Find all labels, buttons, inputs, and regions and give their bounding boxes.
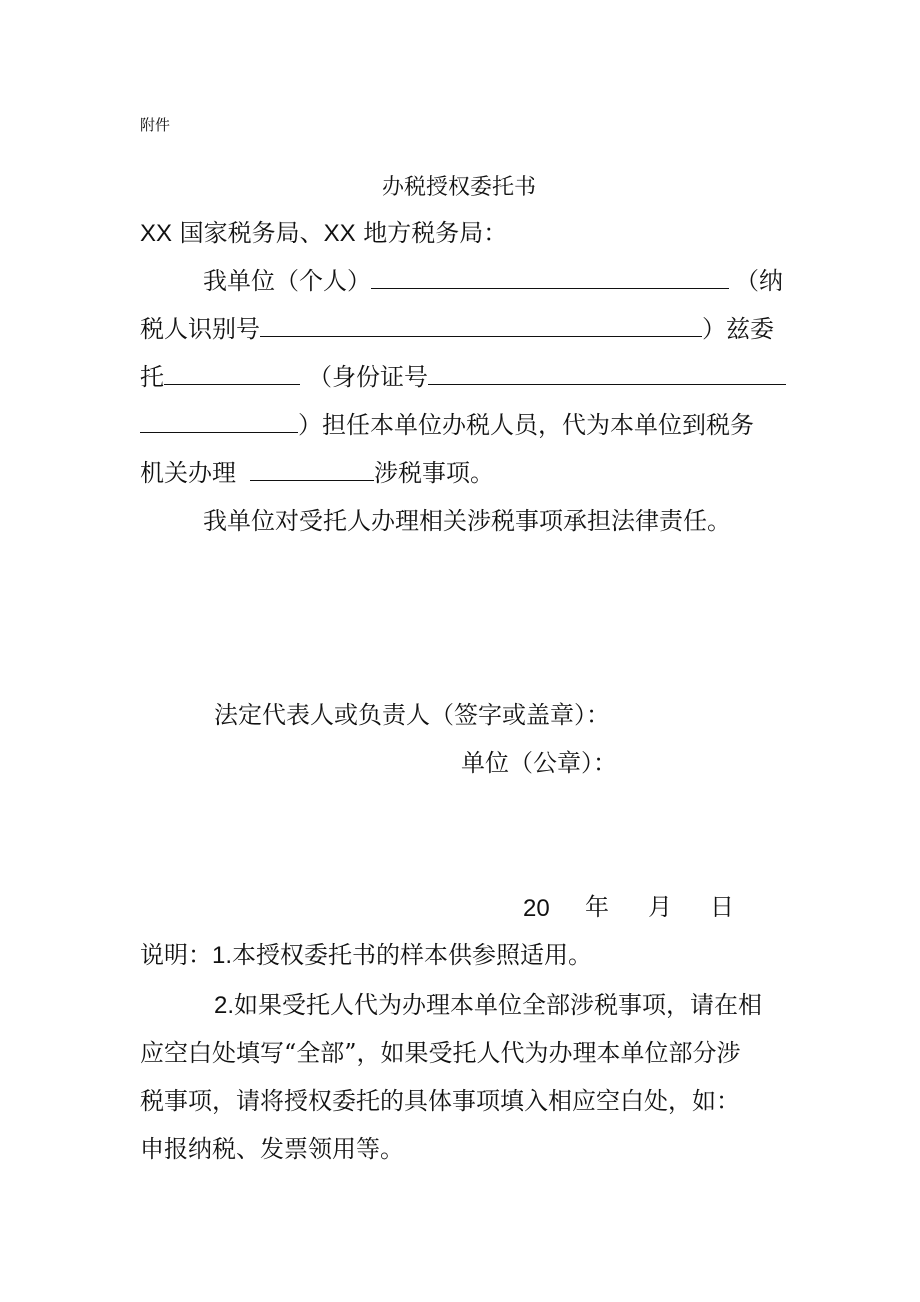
handle-label: 机关办理 — [140, 459, 236, 487]
taxpayer-id-blank[interactable] — [260, 314, 702, 337]
note-item-1 — [140, 939, 592, 972]
unit-name-blank[interactable] — [371, 266, 729, 289]
id-number-blank[interactable] — [428, 362, 786, 385]
note-item-2-line-2: 应空白处填写“全部”，如果受托人代为办理本单位部分涉 — [140, 1039, 741, 1067]
recipient-prefix-national: XX — [140, 220, 173, 247]
body-line-2 — [140, 313, 774, 345]
note-1-number: 1. — [212, 942, 233, 969]
note-item-2-line-4: 申报纳税、发票领用等。 — [140, 1135, 404, 1163]
document-title: 办税授权委托书 — [382, 175, 537, 200]
agent-role-text: ）担任本单位办税人员，代为本单位到税务 — [298, 411, 754, 439]
representative-signature-label: 法定代表人或负责人（签字或盖章）： — [214, 701, 610, 729]
entrust-text: ）兹委 — [702, 315, 774, 343]
id-number-label: （身份证号 — [308, 363, 428, 391]
body-line-1 — [203, 265, 783, 297]
note-2-number: 2. — [214, 992, 235, 1019]
taxpayer-id-label: 税人识别号 — [140, 315, 260, 343]
recipient-prefix-local: XX — [323, 220, 356, 247]
recipient-national-bureau: 国家税务局、 — [172, 219, 324, 247]
unit-seal-label: 单位（公章）： — [461, 749, 617, 777]
body-line-3 — [140, 361, 786, 393]
agent-name-blank[interactable] — [164, 362, 300, 385]
body-line-5 — [140, 457, 494, 489]
date-year-prefix: 20 — [523, 895, 550, 922]
unit-label: 我单位（个人） — [203, 267, 371, 295]
tax-matters-suffix: 涉税事项。 — [374, 459, 494, 487]
attachment-label: 附件 — [140, 116, 171, 134]
tax-matters-blank[interactable] — [250, 458, 374, 481]
note-item-2-line-3: 税事项，请将授权委托的具体事项填入相应空白处，如： — [140, 1087, 740, 1115]
date-year-label: 年 — [585, 893, 609, 921]
recipient-line — [140, 217, 507, 250]
body-line-4 — [140, 409, 754, 441]
note-item-2-line-1 — [214, 989, 762, 1022]
date-day-label: 日 — [710, 893, 734, 921]
responsibility-statement: 我单位对受托人办理相关涉税事项承担法律责任。 — [203, 507, 731, 535]
taxpayer-open: （纳 — [735, 267, 783, 295]
entrust-label: 托 — [140, 363, 164, 391]
date-month-label: 月 — [648, 893, 672, 921]
notes-label: 说明： — [140, 941, 212, 969]
note-2-text-line-1: 如果受托人代为办理本单位全部涉税事项，请在相 — [234, 991, 763, 1019]
id-number-blank-continued[interactable] — [140, 410, 298, 433]
note-1-text: 本授权委托书的样本供参照适用。 — [232, 941, 593, 969]
recipient-local-bureau: 地方税务局： — [355, 219, 508, 247]
